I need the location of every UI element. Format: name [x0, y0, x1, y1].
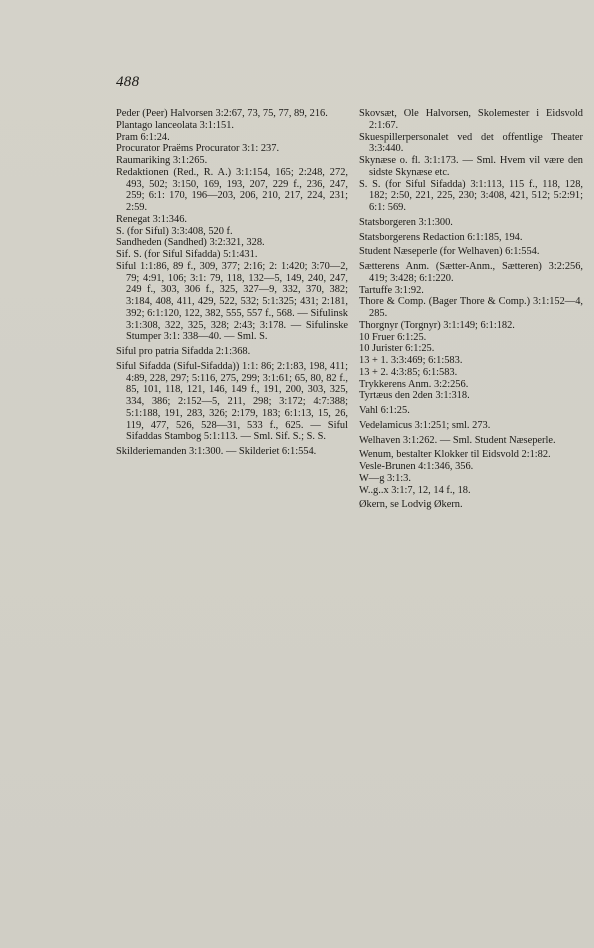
index-entry: W—g 3:1:3.	[359, 472, 411, 484]
index-entry: Pram 6:1:24.	[116, 131, 170, 143]
index-entry: Student Næseperle (for Welhaven) 6:1:554.	[359, 246, 540, 258]
index-entry: Plantago lanceolata 3:1:151.	[116, 119, 235, 131]
index-entry: Redaktionen (Red., R. A.) 3:1:154, 165; 2:248, 272, 493, 502; 3:150, 169, 193, 207, 229 f., 236, 247, 259; 6:1: 170, 196—203, 206, 210, 217, 224, 231; 2:59.	[116, 166, 348, 213]
page-number: 488	[116, 74, 140, 90]
index-entry: Procurator Praëms Procurator 3:1: 237.	[116, 143, 280, 155]
index-column-right	[359, 108, 583, 511]
index-entry: Økern, se Lodvig Økern.	[359, 499, 463, 511]
index-entry: 13 + 1. 3:3:469; 6:1:583.	[359, 355, 463, 366]
index-entry: Sandheden (Sandhed) 3:2:321, 328.	[116, 237, 265, 249]
index-entry: Skuespillerpersonalet ved det offentlige Theater 3:3:440.	[359, 131, 583, 155]
index-entry: Thore & Comp. (Bager Thore & Comp.) 3:1:152—4, 285.	[359, 296, 583, 319]
index-entry: 13 + 2. 4:3:85; 6:1:583.	[359, 366, 458, 378]
index-entry: Siful 1:1:86, 89 f., 309, 377; 2:16; 2: 1:420; 3:70—2, 79; 4:91, 106; 3:1: 79, 118, 132—5, 149, 240, 247, 249 f., 303, 306 f., 325, 327—9, 332, 370, 382; 3:184, 408, 411, 429, 522, 532; 5:1:325; 431; 2:181, 392; 6:1:120, 122, 382, 555, 557 f., 568. — Sifulinsk 3:1:308, 322, 325, 328; 2:43; 3:178. — Sifulinske Stumper 3:1: 338—40. — Sml. S.	[116, 260, 348, 343]
index-entry: Thorgnyr (Torgnyr) 3:1:149; 6:1:182.	[359, 319, 515, 331]
index-entry: Raumariking 3:1:265.	[116, 155, 208, 166]
index-entry: Wenum, bestalter Klokker til Eidsvold 2:1:82.	[359, 449, 551, 461]
index-entry: Skynæse o. fl. 3:1:173. — Sml. Hvem vil være den sidste Skynæse etc.	[359, 155, 583, 178]
index-entry: Siful Sifadda (Siful-Sifadda)) 1:1: 86; 2:1:83, 198, 411; 4:89, 228, 297; 5:116, 275, 299; 3:1:61; 65, 80, 82 f., 85, 101, 118, 121, 146, 149 f., 191, 200, 303, 325, 334, 386; 2:152—5, 211, 298; 3:172; 4:7:388; 5:1:188, 191, 283, 326; 2:179, 183; 6:1:13, 15, 26, 119, 477, 526, 528—31, 533 f., 625. — Siful Sifaddas Stambog 5:1:113. — Sml. Sif. S.; S. S.	[116, 360, 348, 443]
index-entry: Renegat 3:1:346.	[116, 213, 187, 225]
index-entry: Statsborgerens Redaction 6:1:185, 194.	[359, 231, 523, 243]
index-entry: 10 Jurister 6:1:25.	[359, 343, 435, 355]
index-entry: Tyrtæus den 2den 3:1:318.	[359, 390, 470, 402]
index-entry: Skilderiemanden 3:1:300. — Skilderiet 6:1:554.	[116, 446, 317, 457]
index-entry: Tartuffe 3:1:92.	[359, 284, 424, 296]
index-entry: 10 Fruer 6:1:25.	[359, 331, 427, 343]
index-entry: Vedelamicus 3:1:251; sml. 273.	[359, 419, 491, 431]
index-entry: Statsborgeren 3:1:300.	[359, 216, 453, 228]
index-entry: W..g..x 3:1:7, 12, 14 f., 18.	[359, 484, 471, 496]
index-column-left	[116, 108, 348, 458]
index-entry: Vesle-Brunen 4:1:346, 356.	[359, 461, 474, 472]
index-entry: Vahl 6:1:25.	[359, 405, 410, 416]
index-entry: Skovsæt, Ole Halvorsen, Skolemester i Eidsvold 2:1:67.	[359, 108, 583, 131]
index-entry: Sif. S. (for Siful Sifadda) 5:1:431.	[116, 249, 258, 260]
index-entry: S. S. (for Siful Sifadda) 3:1:113, 115 f., 118, 128, 182; 2:50, 221, 225, 230; 3:408, 421, 512; 5:2:91; 6:1: 569.	[359, 178, 583, 213]
index-entry: Welhaven 3:1:262. — Sml. Student Næseperle.	[359, 434, 556, 446]
index-entry: Siful pro patria Sifadda 2:1:368.	[116, 346, 251, 357]
index-entry: Sætterens Anm. (Sætter-Anm., Sætteren) 3:2:256, 419; 3:428; 6:1:220.	[359, 261, 583, 284]
index-entry: Trykkerens Anm. 3:2:256.	[359, 378, 469, 390]
index-entry: Peder (Peer) Halvorsen 3:2:67, 73, 75, 77, 89, 216.	[116, 108, 328, 119]
index-entry: S. (for Siful) 3:3:408, 520 f.	[116, 225, 233, 237]
